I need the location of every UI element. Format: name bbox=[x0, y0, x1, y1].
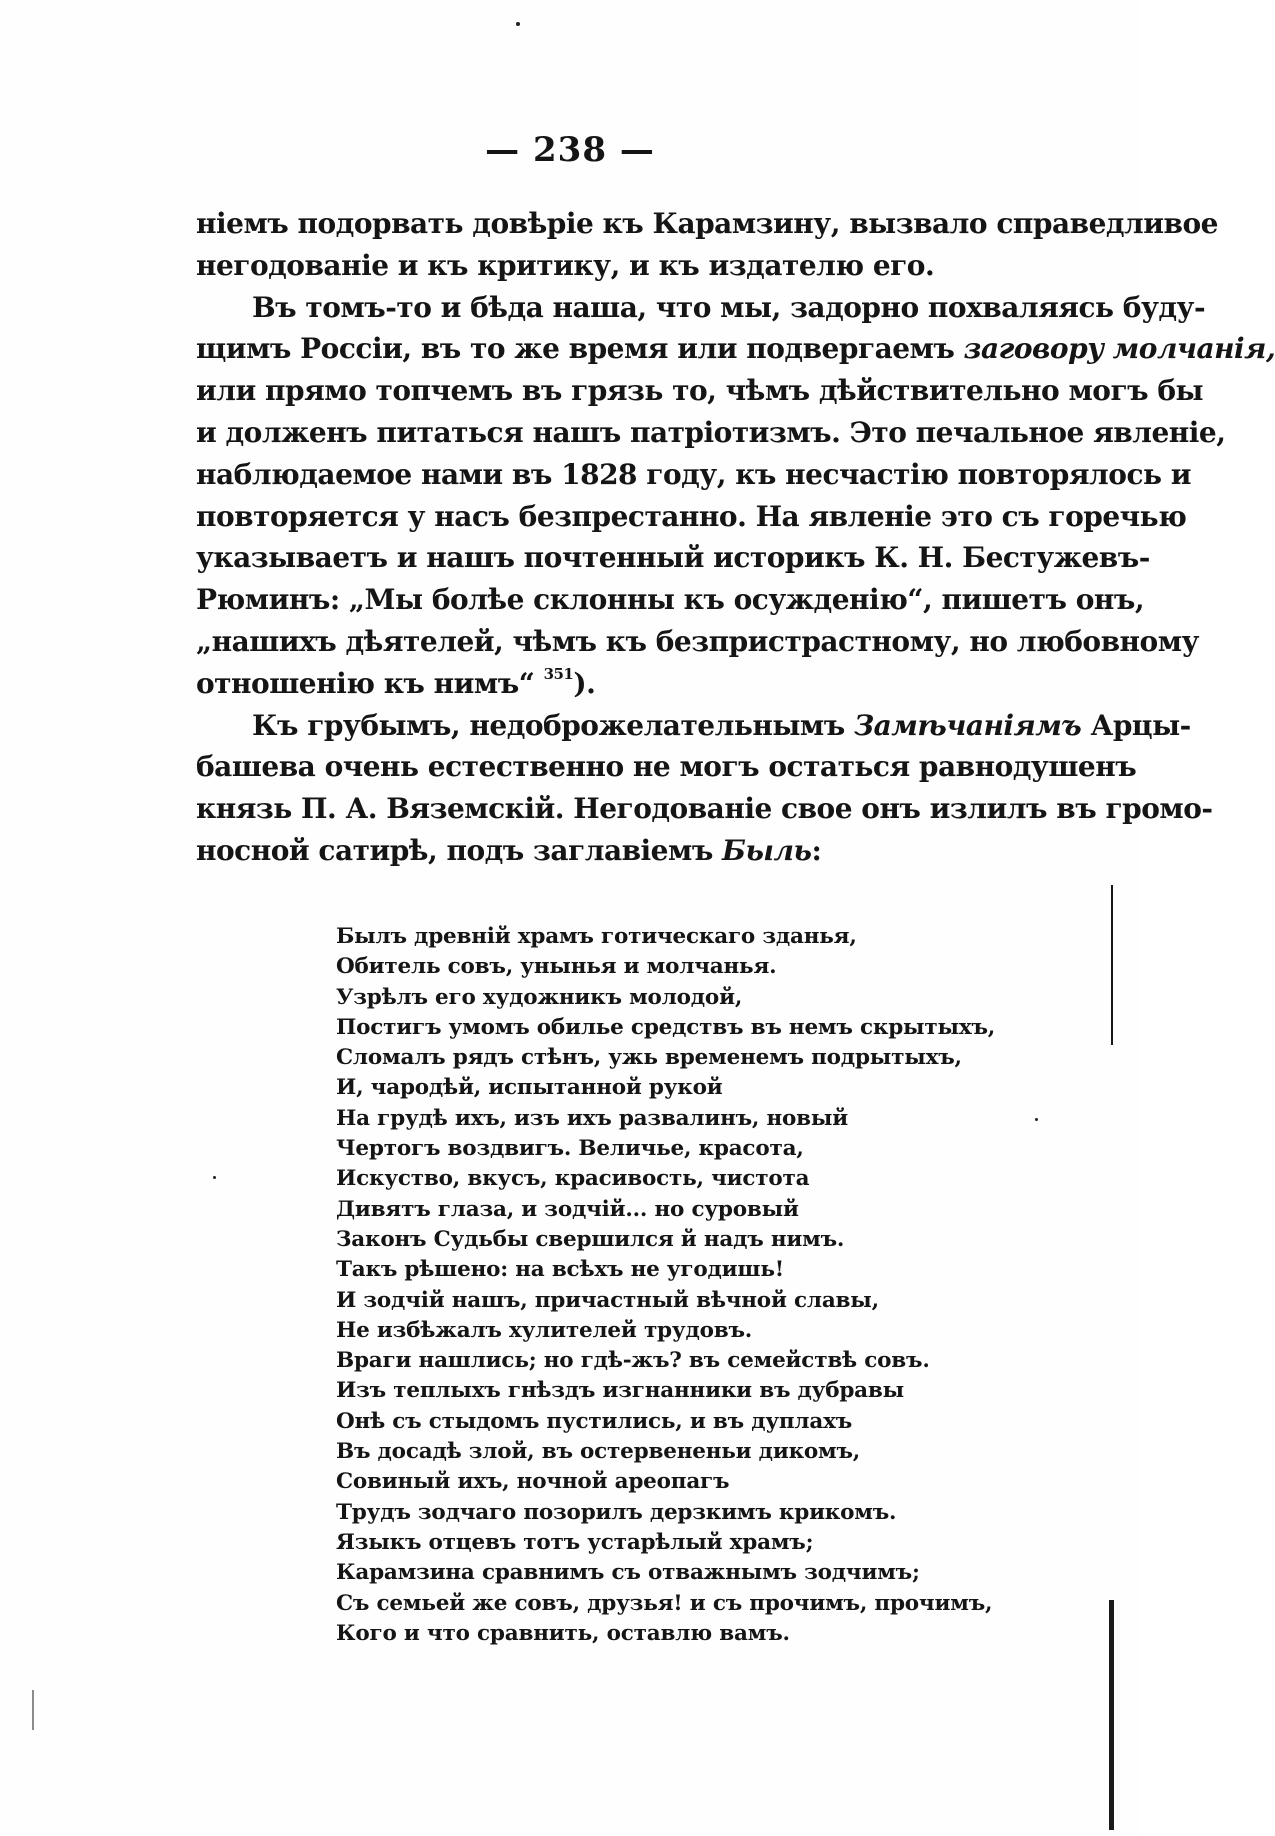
prose-line bbox=[196, 705, 1191, 747]
prose-text-run: щимъ Россіи, въ то же время или подвергаемъ bbox=[196, 332, 964, 366]
prose-line bbox=[196, 328, 1275, 370]
poem-line: Постигъ умомъ обилье средствъ въ немъ скрытыхъ, bbox=[336, 1014, 996, 1040]
prose-text-run: Къ грубымъ, недоброжелательнымъ bbox=[252, 708, 854, 742]
prose-line: и долженъ питаться нашъ патріотизмъ. Это печальное явленіе, bbox=[196, 415, 1226, 449]
scan-edge-line bbox=[1111, 885, 1113, 1045]
prose-text bbox=[196, 203, 1275, 872]
prose-line: башева очень естественно не могъ остаться равнодушенъ bbox=[196, 750, 1137, 784]
footnote-ref: 351 bbox=[543, 664, 574, 683]
poem-line: Языкъ отцевъ тотъ устарѣлый храмъ; bbox=[336, 1529, 814, 1555]
poem-block bbox=[336, 922, 996, 1649]
prose-line bbox=[196, 830, 1048, 872]
prose-line bbox=[196, 663, 1048, 705]
scan-edge-line bbox=[1109, 1600, 1114, 1830]
poem-line: Дивятъ глаза, и зодчій... но суровый bbox=[336, 1196, 799, 1222]
poem-line: Трудъ зодчаго позорилъ дерзкимъ крикомъ. bbox=[336, 1499, 897, 1525]
poem-line: Не избѣжалъ хулителей трудовъ. bbox=[336, 1317, 753, 1343]
poem-line: Карамзина сравнимъ съ отважнымъ зодчимъ; bbox=[336, 1560, 920, 1586]
prose-text-run: ). bbox=[573, 666, 596, 700]
prose-line: указываетъ и нашъ почтенный историкъ К. Н. Бестужевъ- bbox=[196, 541, 1150, 575]
prose-line: князь П. А. Вяземскій. Негодованіе свое онъ излилъ въ громо- bbox=[196, 792, 1213, 826]
italic-phrase: заговору молчанія, bbox=[963, 332, 1275, 366]
prose-line: ніемъ подорвать довѣріе къ Карамзину, вызвало справедливое bbox=[196, 207, 1218, 240]
poem-line: Искуство, вкусъ, красивость, чистота bbox=[336, 1166, 810, 1192]
scan-speck bbox=[213, 1176, 216, 1179]
poem-line: И зодчій нашъ, причастный вѣчной славы, bbox=[336, 1287, 879, 1313]
prose-line: повторяется у насъ безпрестанно. На явленіе это съ горечью bbox=[196, 499, 1187, 533]
poem-line: Былъ древній храмъ готическаго зданья, bbox=[336, 924, 857, 949]
prose-line: негодованіе и къ критику, и къ издателю его. bbox=[196, 248, 935, 282]
poem-line: Онѣ съ стыдомъ пустились, и въ дуплахъ bbox=[336, 1408, 853, 1434]
poem-line: На грудѣ ихъ, изъ ихъ развалинъ, новый bbox=[336, 1105, 849, 1131]
poem-line: Съ семьей же совъ, друзья! и съ прочимъ, прочимъ, bbox=[336, 1590, 993, 1616]
prose-text-run: носной сатирѣ, подъ заглавіемъ bbox=[196, 833, 723, 867]
italic-title: Замѣчаніямъ bbox=[853, 708, 1082, 742]
prose-line: наблюдаемое нами въ 1828 году, къ несчастію повторялось и bbox=[196, 457, 1192, 491]
poem-line: Такъ рѣшено: на всѣхъ не угодишь! bbox=[336, 1257, 784, 1283]
poem-line: Узрѣлъ его художникъ молодой, bbox=[336, 984, 743, 1010]
prose-text-run: Арцы- bbox=[1081, 708, 1191, 742]
poem-line: Чертогъ воздвигъ. Величье, красота, bbox=[336, 1136, 804, 1162]
italic-title: Быль bbox=[722, 833, 812, 867]
poem-line: Совиный ихъ, ночной ареопагъ bbox=[336, 1469, 730, 1495]
prose-line: Въ томъ-то и бѣда наша, что мы, задорно похваляясь буду- bbox=[252, 290, 1206, 324]
poem-line: Законъ Судьбы свершился й надъ нимъ. bbox=[336, 1226, 845, 1252]
scan-edge-line bbox=[32, 1690, 34, 1730]
prose-text-run: отношенію къ нимъ“ bbox=[196, 666, 544, 700]
poem-line: И, чародѣй, испытанной рукой bbox=[336, 1075, 723, 1101]
poem-line: Враги нашлись; но гдѣ-жъ? въ семействѣ совъ. bbox=[336, 1348, 930, 1374]
scan-speck bbox=[1035, 1118, 1038, 1121]
poem-line: Изъ теплыхъ гнѣздъ изгнанники въ дубравы bbox=[336, 1378, 905, 1404]
poem-line: Сломалъ рядъ стѣнъ, ужь временемъ подрытыхъ, bbox=[336, 1045, 962, 1071]
prose-line: Рюминъ: „Мы болѣе склонны къ осужденію“, пишетъ онъ, bbox=[196, 583, 1145, 617]
poem-line: Обитель совъ, унынья и молчанья. bbox=[336, 954, 777, 980]
scan-speck bbox=[516, 22, 520, 26]
poem-line: Въ досадѣ злой, въ остервененьи дикомъ, bbox=[336, 1439, 861, 1465]
prose-line: „нашихъ дѣятелей, чѣмъ къ безпристрастному, но любовному bbox=[196, 624, 1199, 658]
prose-line: или прямо топчемъ въ грязь то, чѣмъ дѣйствительно могъ бы bbox=[196, 374, 1204, 408]
prose-text-run: : bbox=[811, 833, 822, 867]
page-number: — 238 — bbox=[485, 130, 655, 170]
poem-line: Кого и что сравнить, оставлю вамъ. bbox=[336, 1620, 790, 1646]
